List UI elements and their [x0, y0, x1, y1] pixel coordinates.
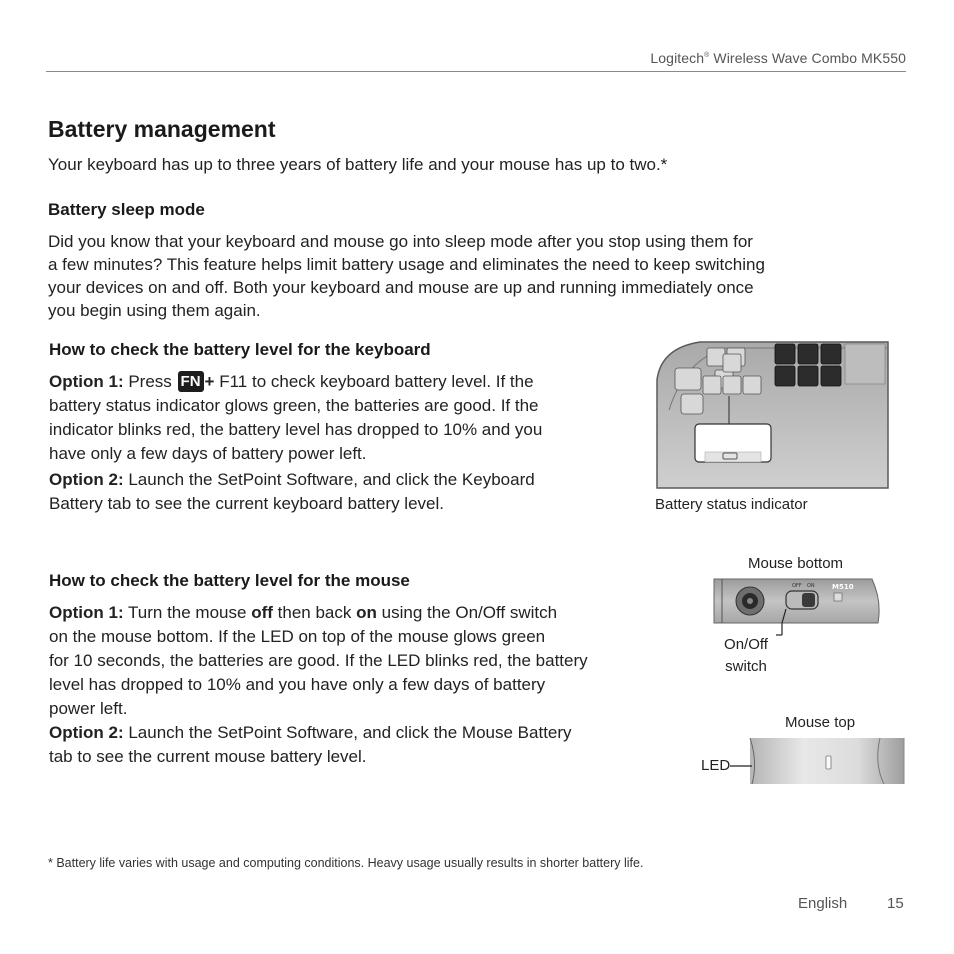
option-label: Option 2: [49, 723, 124, 742]
led-caption: LED [701, 757, 731, 774]
mouse-heading: How to check the battery level for the mouse [49, 571, 410, 590]
option-text: then back [277, 603, 352, 622]
option-text: Launch the SetPoint Software, and click the Keyboard [128, 470, 535, 489]
mouse-options [49, 601, 588, 769]
intro-text: Your keyboard has up to three years of battery life and your mouse has up to two.* [48, 155, 668, 174]
option-text: Press [128, 372, 172, 391]
caption-line: On/Off [724, 636, 768, 653]
trademark-mark: ® [704, 52, 710, 59]
footer-language: English [798, 895, 848, 912]
sleep-mode-heading: Battery sleep mode [48, 200, 205, 219]
option-text: F11 to check keyboard battery level. If the [219, 372, 534, 391]
off-word: off [251, 603, 273, 622]
footnote: * Battery life varies with usage and computing conditions. Heavy usage usually results in shorter battery life. [48, 856, 644, 870]
plus-sign: + [204, 372, 215, 391]
on-off-switch-caption [719, 634, 773, 678]
mouse-bottom-caption: Mouse bottom [748, 555, 844, 572]
option-text-line: level has dropped to 10% and you have only a few days of battery [49, 675, 546, 694]
mouse-option-1-line [49, 601, 588, 625]
option-text-line: for 10 seconds, the batteries are good. If the LED blinks red, the battery [49, 651, 588, 670]
option-label: Option 1: [49, 372, 124, 391]
fn-key-icon: FN [178, 371, 204, 392]
keyboard-heading: How to check the battery level for the keyboard [49, 340, 431, 359]
mouse-top-illustration [728, 738, 908, 786]
sleep-line: Did you know that your keyboard and mouse go into sleep mode after you stop using them for [48, 232, 753, 251]
switch-on-label: ON [807, 583, 815, 589]
keyboard-option-2-line [49, 468, 542, 492]
header-brand: Logitech [650, 50, 705, 66]
option-text-line: on the mouse bottom. If the LED on top of the mouse glows green [49, 627, 546, 646]
option-text-line: Battery tab to see the current keyboard battery level. [49, 494, 444, 513]
sleep-line: you begin using them again. [48, 301, 261, 320]
running-header [650, 50, 906, 66]
option-text: using the On/Off switch [381, 603, 558, 622]
option-text-line: indicator blinks red, the battery level has dropped to 10% and you [49, 420, 543, 439]
keyboard-illustration [655, 340, 890, 490]
option-text-line: battery status indicator glows green, the batteries are good. If the [49, 396, 539, 415]
option-text-line: have only a few days of battery power left. [49, 444, 367, 463]
keyboard-option-1-line [49, 370, 542, 394]
header-divider [46, 71, 906, 72]
option-text: Launch the SetPoint Software, and click the Mouse Battery [128, 723, 572, 742]
caption-line: switch [725, 658, 767, 675]
switch-off-label: OFF [792, 583, 802, 589]
option-label: Option 2: [49, 470, 124, 489]
option-text: Turn the mouse [128, 603, 247, 622]
sleep-line: a few minutes? This feature helps limit battery usage and eliminates the need to keep switching [48, 255, 765, 274]
battery-indicator-caption: Battery status indicator [655, 496, 808, 513]
mouse-option-2-line [49, 721, 588, 745]
sleep-mode-paragraph [48, 230, 878, 322]
mouse-model-label: M510 [832, 583, 854, 591]
sleep-line: your devices on and off. Both your keyboard and mouse are up and running immediately once [48, 278, 754, 297]
keyboard-options [49, 370, 542, 516]
option-label: Option 1: [49, 603, 124, 622]
option-text-line: tab to see the current mouse battery level. [49, 747, 367, 766]
page-number: 15 [887, 895, 904, 912]
mouse-top-caption: Mouse top [785, 714, 856, 731]
page-title: Battery management [48, 116, 276, 142]
led-icon [826, 756, 831, 769]
header-product: Wireless Wave Combo MK550 [713, 50, 906, 66]
on-word: on [356, 603, 377, 622]
option-text-line: power left. [49, 699, 128, 718]
